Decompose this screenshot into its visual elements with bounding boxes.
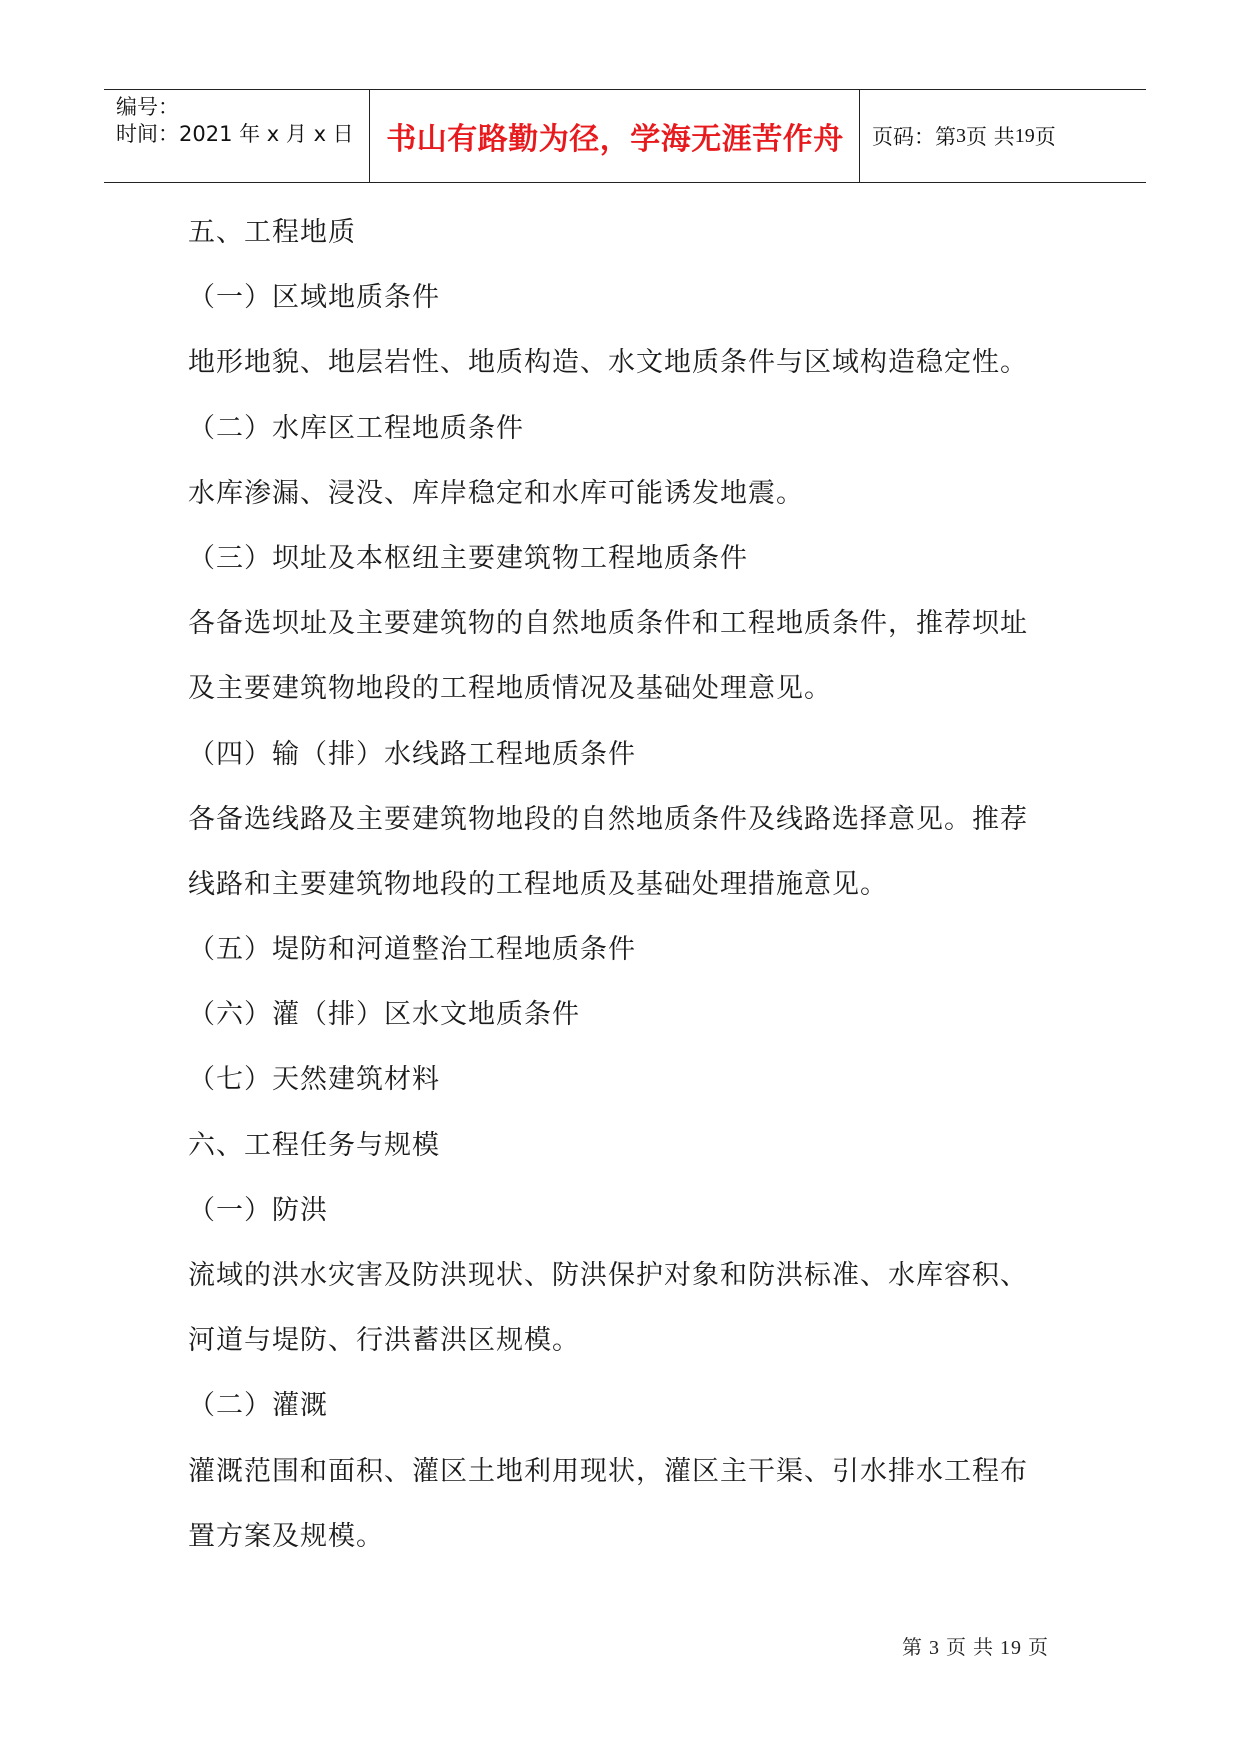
paragraph-line: 置方案及规模。	[188, 1520, 384, 1552]
subheading-dam-site-geology: （三）坝址及本枢纽主要建筑物工程地质条件	[188, 542, 748, 574]
paragraph-line: 线路和主要建筑物地段的工程地质及基础处理措施意见。	[188, 868, 888, 900]
subheading-irrigation-hydrogeology: （六）灌（排）区水文地质条件	[188, 999, 580, 1031]
paragraph-line: 河道与堤防、行洪蓄洪区规模。	[188, 1325, 580, 1357]
header-divider-left	[369, 90, 370, 182]
header-page-suffix: 页	[1034, 125, 1056, 149]
header-time-label: 时间：2021 年 x 月 x 日	[116, 122, 354, 146]
header-page-total: 19	[1014, 124, 1035, 147]
header-page-current: 3	[956, 124, 966, 147]
subheading-reservoir-geology: （二）水库区工程地质条件	[188, 412, 524, 444]
header-divider-right	[859, 90, 860, 182]
header-motto: 书山有路勤为径，学海无涯苦作舟	[386, 122, 844, 157]
paragraph-line: 及主要建筑物地段的工程地质情况及基础处理意见。	[188, 673, 832, 705]
subheading-building-materials: （七）天然建筑材料	[188, 1064, 440, 1096]
subheading-irrigation: （二）灌溉	[188, 1390, 328, 1422]
document-body	[188, 217, 1088, 1586]
section-heading-geology: 五、工程地质	[188, 217, 356, 248]
page-header-table	[104, 89, 1146, 183]
paragraph-line: 水库渗漏、浸没、库岸稳定和水库可能诱发地震。	[188, 477, 804, 509]
header-page-prefix: 页码：第	[872, 125, 956, 149]
header-page-info	[872, 90, 1056, 182]
subheading-regional-geology: （一）区域地质条件	[188, 282, 440, 314]
header-meta	[116, 94, 354, 148]
paragraph-line: 各备选坝址及主要建筑物的自然地质条件和工程地质条件，推荐坝址	[188, 608, 1028, 640]
header-page-middle: 页 共	[966, 125, 1015, 149]
section-heading-tasks-scale: 六、工程任务与规模	[188, 1129, 440, 1161]
header-number-label: 编号：	[116, 95, 179, 119]
paragraph-line: 各备选线路及主要建筑物地段的自然地质条件及线路选择意见。推荐	[188, 803, 1028, 835]
subheading-embankment-geology: （五）堤防和河道整治工程地质条件	[188, 934, 636, 966]
paragraph-line: 地形地貌、地层岩性、地质构造、水文地质条件与区域构造稳定性。	[188, 347, 1028, 379]
paragraph-line: 灌溉范围和面积、灌区土地利用现状，灌区主干渠、引水排水工程布	[188, 1455, 1028, 1487]
subheading-flood-control: （一）防洪	[188, 1194, 328, 1226]
page-footer-number: 第 3 页 共 19 页	[902, 1637, 1049, 1659]
paragraph-line: 流域的洪水灾害及防洪现状、防洪保护对象和防洪标准、水库容积、	[188, 1260, 1028, 1291]
subheading-water-route-geology: （四）输（排）水线路工程地质条件	[188, 738, 636, 770]
